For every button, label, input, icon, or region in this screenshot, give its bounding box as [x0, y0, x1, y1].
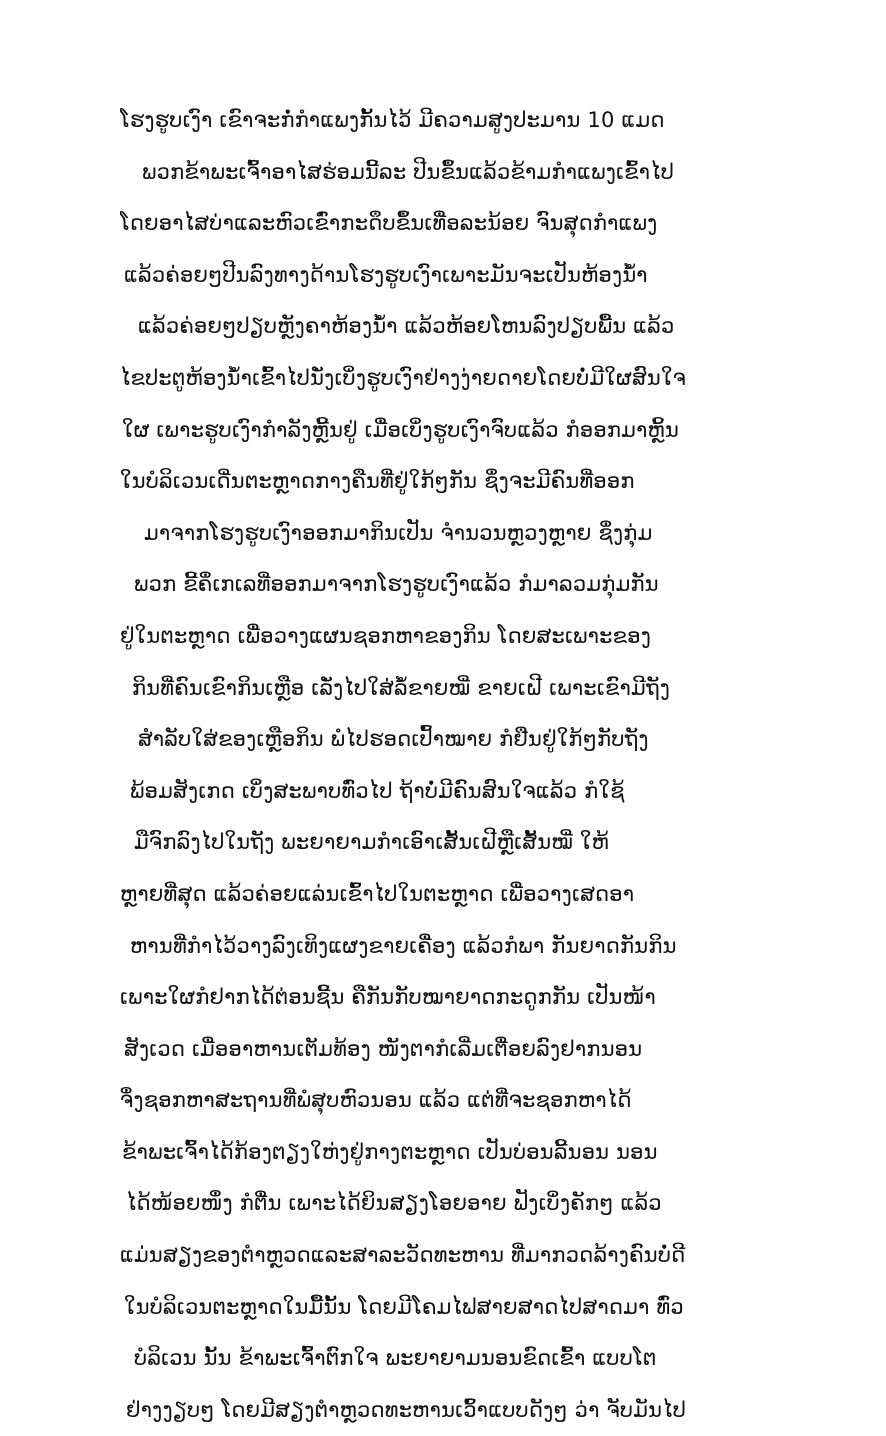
text-line: ພວກຂ້າພະເຈົ້າອາໄສຮ່ອມນີ້ລະ ປີນຂຶ້ນແລ້ວຂ້າມກຳແພງເຂົ້າໄປ — [142, 159, 675, 184]
text-line: ເພາະໃຜກໍຢາກໄດ້ຕ່ອນຊີ້ນ ຄືກັນກັບໝາຍາດກະດູກກັນ ເປັນໜ້າ — [120, 985, 656, 1010]
text-line: ໃຜ ເພາະຮູບເງົາກຳລັງຫຼີ້ນຢູ່ ເມື່ອເບິ່ງຮູບເງົາຈົບແລ້ວ ກໍອອກມາຫຼິ້ນ — [122, 417, 679, 442]
text-line: ໂຮງຮູບເງົາ ເຂົາຈະກໍ່ກຳແພງກັ້ນໄວ້ ມີຄວາມສູງປະມານ 10 ແມດ — [120, 108, 665, 132]
text-line: ຢ່າງງຽບໆ ໂດຍມີສຽງຕຳຫຼວດທະຫານເວົ້າແບບດັງໆ ວ່າ ຈັບມັນໄປ — [126, 1397, 687, 1422]
text-line: ມາຈາກໂຮງຮູບເງົາອອກມາກິນເປັນ ຈຳນວນຫຼວງຫຼາຍ ຊຶ່ງກຸ່ມ — [144, 520, 653, 545]
text-line: ຫານທີ່ກຳໄວ້ວາງລົງເທິງແຜງຂາຍເຄື່ອງ ແລ້ວກໍພາ ກັນຍາດກັນກິນ — [130, 933, 677, 958]
text-line: ພວກ ຂີ້ຄຶ່ເກເລທີ່ອອກມາຈາກໂຮງຮູບເງົາແລ້ວ ກໍມາລວມກຸ່ມກັນ — [134, 572, 659, 597]
text-line: ແມ່ນສຽງຂອງຕຳຫຼວດແລະສາລະວັດທະຫານ ທີ່ມາກວດລ້າງຄົນບໍ່ດີ — [120, 1243, 686, 1268]
body-text — [120, 95, 780, 1436]
text-line: ຫຼາຍທີ່ສຸດ ແລ້ວຄ່ອຍແລ່ນເຂົ້າໄປໃນຕະຫຼາດ ເພື່ອວາງເສດອາ — [120, 881, 635, 906]
text-line: ບໍລິເວນ ນັ້ນ ຂ້າພະເຈົ້າຕົກໃຈ ພະຍາຍາມນອນຂົດເຂົ້າ ແບບໂຕ — [134, 1346, 657, 1371]
text-line: ກິນທີ່ຄົນເຂົາກິນເຫຼືອ ເລັ່ງໄປໃສ່ລໍ້ຂາຍໝີ່ ຂາຍເຝີ ເພາະເຂົາມີຖັງ — [132, 675, 671, 700]
text-line: ສຳລັບໃສ່ຂອງເຫຼືອກິນ ພໍໄປຮອດເປົ້າໝາຍ ກໍຢືນຢູ່ໃກ້ໆກັບຖັງ — [138, 727, 649, 752]
text-line: ສັງເວດ ເມື່ອອາຫານເຕັມທ້ອງ ໜັງຕາກໍເລີ່ມເຕື່ອຍລົງຢາກນອນ — [124, 1036, 643, 1061]
text-line: ຈຶ່ງຊອກຫາສະຖານທີ່ພໍສຸບຫົວນອນ ແລ້ວ ແຕ່ທີ່ຈະຊອກຫາໄດ້ — [120, 1088, 632, 1113]
text-line: ໄຂປະຕູຫ້ອງນ້ຳເຂົ້າໄປນັ່ງເບິ່ງຮູບເງົາຢ່າງງ່າຍດາຍໂດຍບໍ່ມີໃຜສົນໃຈ — [120, 365, 687, 390]
text-line: ແລ້ວຄ່ອຍໆປີນລົງທາງດ້ານໂຮງຮູບເງົາເພາະມັນຈະເປັນຫ້ອງນ້ຳ — [124, 262, 648, 287]
text-line: ມືຈົກລົງໄປໃນຖັງ ພະຍາຍາມກຳເອົາເສັ້ນເຝີຫຼືເສັ້ນໝີ່ ໃຫ້ — [134, 830, 609, 855]
text-line: ແລ້ວຄ່ອຍໆປຽບຫຼັງຄາຫ້ອງນ້ຳ ແລ້ວຫ້ອຍໂຫນລົງປຽບພື້ນ ແລ້ວ — [138, 314, 675, 339]
text-line: ພ້ອມສັງເກດ ເບິ່ງສະພາບທົ່ວໄປ ຖ້າບໍ່ມີຄົນສົນໃຈແລ້ວ ກໍໃຊ້ — [130, 778, 625, 803]
text-line: ໃນບໍລິເວນຕະຫຼາດໃນມື້ນັ້ນ ໂດຍມີໂຄມໄຟສາຍສາດໄປສາດມາ ທົ່ວ — [124, 1294, 684, 1319]
text-line: ໂດຍອາໄສບ່າແລະຫົວເຂົ່າກະດຶບຂຶ້ນເທື່ອລະນ້ອຍ ຈົນສຸດກຳແພງ — [120, 211, 658, 236]
text-line: ໄດ້ໜ້ອຍໜຶ່ງ ກໍຕື່ນ ເພາະໄດ້ຍິນສຽງໂອຍອາຍ ຟັງເບິ່ງຄັກໆ ແລ້ວ — [126, 1191, 662, 1216]
text-line: ຢູ່ໃນຕະຫຼາດ ເພື່ອວາງແຜນຊອກຫາຂອງກິນ ໂດຍສະເພາະຂອງ — [120, 623, 652, 648]
text-line: ໃນບໍລິເວນເດີ່ນຕະຫຼາດກາງຄືນທີ່ຢູ່ໃກ້ໆກັນ ຊຶ່ງຈະມີຄົນທີ່ອອກ — [120, 469, 635, 494]
text-line: ຂ້າພະເຈົ້າໄດ້ກ້ອງຕຽງໃຫ່ງຢູ່ກາງຕະຫຼາດ ເປັນບ່ອນລີ້ນອນ ນອນ — [122, 1139, 658, 1164]
